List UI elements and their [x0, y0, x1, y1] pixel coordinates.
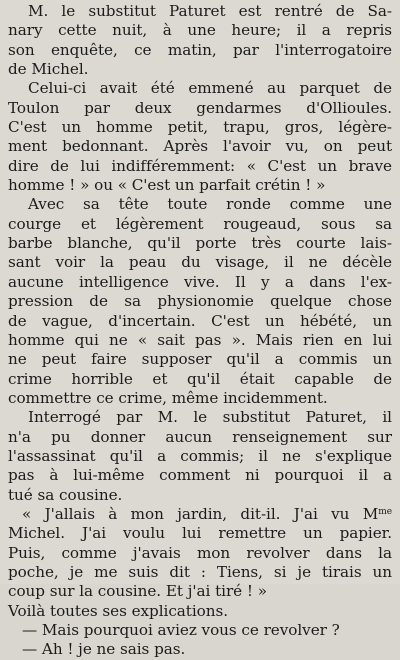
paragraph-3 — [8, 195, 392, 408]
text-line: homme ! » ou « C'est un parfait crétin ! » — [8, 176, 326, 195]
text-line: nary cette nuit, à une heure; il a repris — [8, 21, 392, 40]
text-line: aucune intelligence vive. Il y a dans l'ex- — [8, 272, 392, 291]
text-line: — Ah ! je ne sais pas. — [22, 640, 186, 659]
text-line: sant voir la peau du visage, il ne décèle — [8, 253, 392, 272]
text-line: Interrogé par M. le substitut Paturet, il — [28, 408, 392, 427]
paragraph-4 — [8, 408, 392, 505]
paragraph-6 — [8, 602, 392, 621]
text-line: courge et légèrement rougeaud, sous sa — [8, 214, 392, 233]
superscript-abbrev: me — [378, 506, 392, 517]
text-line: pression de sa physionomie quelque chose — [8, 292, 392, 311]
text-line: crime horrible et qu'il était capable de — [8, 369, 392, 388]
article-column — [8, 2, 392, 660]
text-line: homme qui ne « sait pas ». Mais rien en lui — [8, 330, 392, 349]
text-line: C'est un homme petit, trapu, gros, légère- — [8, 118, 392, 137]
text-line: l'assassinat qu'il a commis; il ne s'explique — [8, 446, 392, 465]
text-line: poche, je me suis dit : Tiens, si je tirais un — [8, 562, 392, 581]
text-line: Puis, comme j'avais mon revolver dans la — [8, 543, 392, 562]
text-line: son enquête, ce matin, par l'interrogatoire — [8, 40, 392, 59]
paragraph-5-quote — [8, 505, 392, 602]
text-line: Michel. J'ai voulu lui remettre un papier. — [8, 524, 392, 543]
text-line: coup sur la cousine. Et j'ai tiré ! » — [8, 582, 267, 601]
text-line: Toulon par deux gendarmes d'Ollioules. — [8, 98, 392, 117]
text-line: commettre ce crime, même incidemment. — [8, 388, 328, 407]
text-line: barbe blanche, qu'il porte très courte lais- — [8, 234, 392, 253]
text-line: ment bedonnant. Après l'avoir vu, on peut — [8, 137, 392, 156]
text-line: dire de lui indifféremment: « C'est un brave — [8, 156, 392, 175]
text-line: Celui-ci avait été emmené au parquet de — [28, 79, 392, 98]
text-line: ne peut faire supposer qu'il a commis un — [8, 350, 392, 369]
text-line: M. le substitut Paturet est rentré de Sa- — [28, 2, 392, 20]
text-line: pas à lui-même comment ni pourquoi il a — [8, 466, 392, 485]
paragraph-8-dialogue — [8, 640, 392, 659]
text-segment: « J'allais à mon jardin, dit-il. J'ai vu M — [22, 504, 379, 523]
text-line — [8, 505, 392, 524]
paragraph-1 — [8, 2, 392, 79]
paragraph-7-dialogue — [8, 621, 392, 640]
text-line: tué sa cousine. — [8, 485, 123, 504]
paragraph-2 — [8, 79, 392, 195]
text-line: n'a pu donner aucun renseignement sur — [8, 427, 392, 446]
text-line: Avec sa tête toute ronde comme une — [28, 195, 392, 214]
text-line: — Mais pourquoi aviez vous ce revolver ? — [22, 621, 340, 639]
text-line: de Michel. — [8, 60, 89, 79]
text-line: Voilà toutes ses explications. — [8, 601, 229, 620]
text-line: de vague, d'incertain. C'est un hébété, un — [8, 311, 392, 330]
